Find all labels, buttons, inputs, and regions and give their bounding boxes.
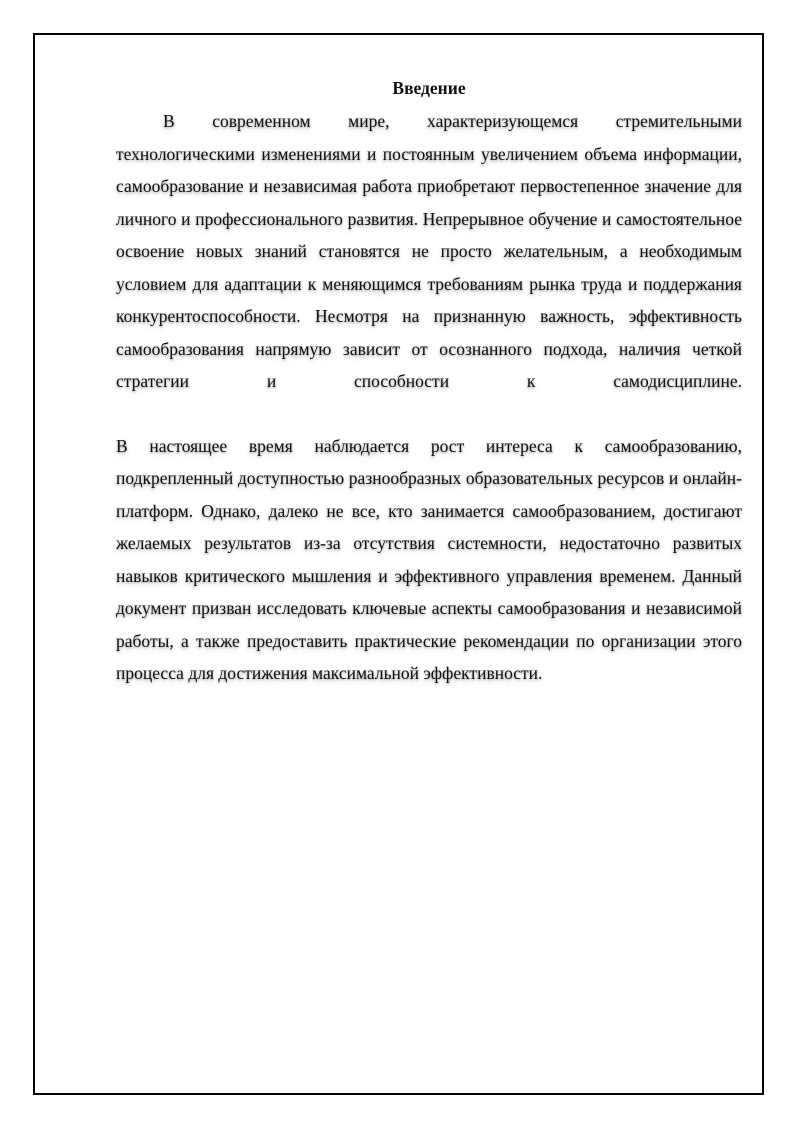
paragraph-1: В современном мире, характеризующемся стремительными технологическими изменениями и постоянным увеличением объема информации, самообразование и независимая работа приобретают первостепенное значение для личного и профессионального развития. Непрерывное обучение и самостоятельное освоение новых знаний становятся не просто желательным, а необходимым условием для адаптации к меняющимся требованиям рынка труда и поддержания конкурентоспособности. Несмотря на признанную важность, эффективность самообразования напрямую зависит от осознанного подхода, наличия четкой стратегии и способности к самодисциплине. bbox=[116, 111, 742, 391]
document-body bbox=[116, 75, 742, 690]
paragraph-2: В настоящее время наблюдается рост интереса к самообразованию, подкрепленный доступностью разнообразных образовательных ресурсов и онлайн-платформ. Однако, далеко не все, кто занимается самообразованием, достигают желаемых результатов из-за отсутствия системности, недостаточно развитых навыков критического мышления и эффективного управления временем. Данный документ призван исследовать ключевые аспекты самообразования и независимой работы, а также предоставить практические рекомендации по организации этого процесса для достижения максимальной эффективности. bbox=[116, 435, 742, 683]
document-title: Введение bbox=[392, 78, 466, 98]
